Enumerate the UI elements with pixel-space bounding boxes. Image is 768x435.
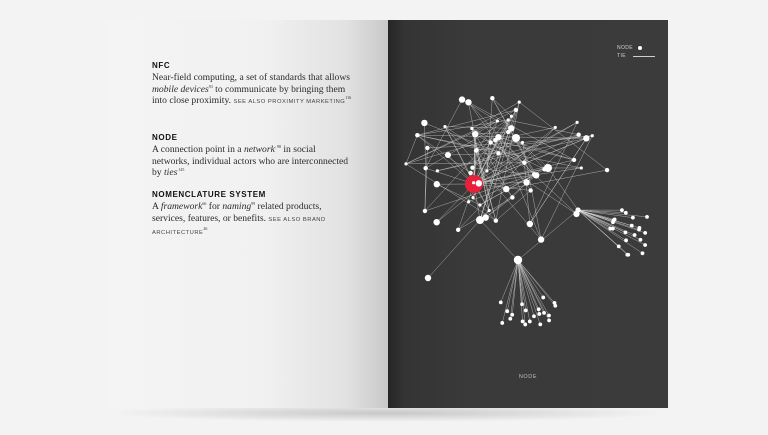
network-node xyxy=(608,227,612,231)
network-node xyxy=(506,130,510,134)
entry-nomenclature-system xyxy=(152,190,352,240)
network-node xyxy=(528,188,532,192)
network-node xyxy=(575,121,578,124)
legend-tie-label: TIE xyxy=(617,53,626,59)
network-tie xyxy=(518,260,549,316)
network-node xyxy=(624,230,628,234)
entry-nfc xyxy=(152,61,352,109)
network-node xyxy=(495,134,501,140)
definition-text: in social networks, individual actors who are interconnected by xyxy=(152,144,349,179)
network-node xyxy=(478,203,481,206)
network-node xyxy=(630,224,634,228)
definition-text: A xyxy=(152,201,161,212)
network-node xyxy=(626,253,630,257)
entry-definition xyxy=(152,144,352,179)
linked-term: naming xyxy=(222,201,252,212)
network-tie xyxy=(487,122,577,171)
definition-text: related products, services, features, or benefits. xyxy=(152,201,322,224)
network-node xyxy=(524,309,528,313)
network-node xyxy=(510,115,513,118)
network-node xyxy=(612,219,616,223)
page-reference: 99 xyxy=(251,200,256,206)
network-node xyxy=(583,135,589,141)
page-reference: .145 xyxy=(177,167,185,172)
network-diagram xyxy=(388,20,668,408)
left-page xyxy=(106,20,388,408)
entry-definition xyxy=(152,201,352,240)
network-tie xyxy=(428,220,480,278)
network-tie xyxy=(507,260,518,311)
network-tie xyxy=(477,121,498,150)
network-node xyxy=(434,181,440,187)
linked-term: mobile devices xyxy=(152,83,209,95)
network-tie xyxy=(518,210,578,260)
network-tie xyxy=(480,220,518,260)
network-tie xyxy=(506,170,607,189)
network-tie xyxy=(578,210,632,226)
network-node xyxy=(624,211,628,215)
network-node xyxy=(547,314,551,318)
page-folio: NODE xyxy=(518,374,538,380)
entry-node xyxy=(152,133,352,179)
network-tie xyxy=(417,135,498,153)
linked-term: ties xyxy=(164,167,178,179)
network-node xyxy=(465,99,471,105)
network-node xyxy=(547,319,551,323)
page-reference: 116 xyxy=(345,95,352,100)
page-reference: 66 xyxy=(202,200,207,206)
network-node xyxy=(443,125,446,128)
network-node xyxy=(576,132,580,136)
network-node xyxy=(433,219,439,225)
network-node xyxy=(425,275,431,281)
network-node xyxy=(643,231,647,235)
entry-term: NODE xyxy=(152,133,178,142)
network-node xyxy=(538,236,544,242)
entry-term: NFC xyxy=(152,61,171,70)
network-node xyxy=(537,307,541,311)
page-reference: 26 xyxy=(203,226,208,231)
network-node xyxy=(532,314,536,318)
network-node xyxy=(421,120,427,126)
network-node xyxy=(490,96,494,100)
network-node xyxy=(514,256,522,264)
network-tie xyxy=(518,260,540,324)
definition-text: Near-field computing, a set of standards that allows xyxy=(152,72,351,83)
network-node xyxy=(617,244,621,248)
network-tie xyxy=(475,132,508,134)
network-node xyxy=(510,313,514,317)
network-node xyxy=(541,296,545,300)
network-node xyxy=(637,228,641,232)
network-node xyxy=(523,323,527,327)
network-tie xyxy=(417,135,474,184)
network-node xyxy=(508,317,512,321)
network-node xyxy=(474,148,478,152)
network-node xyxy=(476,180,482,186)
network-node xyxy=(423,166,427,170)
network-node xyxy=(470,127,473,130)
network-node xyxy=(518,101,521,104)
cross-reference: SEE ALSO PROXIMITY MARKETING xyxy=(233,99,346,106)
diagram-legend xyxy=(617,44,655,60)
network-node xyxy=(499,300,503,304)
network-node xyxy=(459,96,465,102)
network-node xyxy=(503,186,509,192)
network-node xyxy=(528,320,532,324)
network-tie xyxy=(519,102,607,170)
definition-text: for xyxy=(206,201,223,212)
network-node xyxy=(572,158,576,162)
network-node xyxy=(522,161,526,165)
network-node xyxy=(527,221,533,227)
definition-text: A connection point in a xyxy=(152,144,244,155)
network-node xyxy=(631,216,635,220)
network-node xyxy=(520,302,524,306)
network-node xyxy=(500,321,504,325)
network-node xyxy=(494,218,498,222)
network-node xyxy=(580,166,583,169)
network-node xyxy=(505,309,509,313)
network-node xyxy=(523,179,529,185)
network-node xyxy=(521,319,525,323)
entry-term: NOMENCLATURE SYSTEM xyxy=(152,190,266,199)
network-node xyxy=(512,134,520,142)
network-node xyxy=(641,251,645,255)
network-node xyxy=(415,133,419,137)
network-node xyxy=(533,172,539,178)
linked-term: framework xyxy=(160,201,203,212)
network-node xyxy=(591,134,594,137)
network-node xyxy=(639,238,643,242)
network-node xyxy=(472,181,475,184)
network-node xyxy=(404,162,407,165)
network-node xyxy=(496,151,500,155)
network-tie xyxy=(510,260,518,319)
network-node xyxy=(425,146,429,150)
network-node xyxy=(482,214,488,220)
network-tie xyxy=(424,123,425,168)
network-node xyxy=(496,119,499,122)
legend-node-label: NODE xyxy=(617,45,634,51)
network-node xyxy=(538,322,542,326)
network-node xyxy=(554,126,557,129)
network-tie xyxy=(541,136,592,240)
network-node xyxy=(573,211,579,217)
page-reference: ; 98 xyxy=(274,143,281,149)
network-node xyxy=(471,196,474,199)
network-node xyxy=(542,167,546,171)
network-node xyxy=(488,140,492,144)
cross-reference: SEE ALSO BRAND ARCHITECTURE xyxy=(152,216,326,237)
network-node xyxy=(553,301,557,305)
network-node xyxy=(468,171,472,175)
network-node xyxy=(510,195,514,199)
right-page xyxy=(388,20,668,408)
legend-tie-row xyxy=(617,52,655,60)
network-tie xyxy=(502,260,518,323)
legend-node-icon xyxy=(638,46,642,50)
network-tie xyxy=(512,260,518,315)
network-node xyxy=(605,168,609,172)
network-node xyxy=(507,118,510,121)
network-node xyxy=(645,215,649,219)
network-node xyxy=(537,312,541,316)
network-node xyxy=(423,209,427,213)
network-node xyxy=(467,200,470,203)
network-node xyxy=(521,141,524,144)
network-node xyxy=(436,169,439,172)
network-node xyxy=(488,209,491,212)
linked-term: network xyxy=(243,144,275,155)
network-node xyxy=(633,233,637,237)
network-node xyxy=(514,108,518,112)
network-node xyxy=(456,228,460,232)
network-tie xyxy=(578,210,626,240)
definition-text: to communicate by bringing them into close proximity. xyxy=(152,83,346,107)
network-tie xyxy=(486,197,513,217)
page-reference: 93 xyxy=(208,83,213,89)
network-node xyxy=(445,152,451,158)
legend-node-row xyxy=(617,44,655,52)
entry-definition xyxy=(152,72,352,109)
network-node xyxy=(620,208,624,212)
legend-tie-icon xyxy=(633,56,655,57)
network-node xyxy=(643,243,647,247)
network-node xyxy=(542,311,546,315)
network-node xyxy=(624,238,628,242)
network-node xyxy=(485,169,488,172)
network-node xyxy=(470,165,474,169)
network-node xyxy=(472,131,478,137)
